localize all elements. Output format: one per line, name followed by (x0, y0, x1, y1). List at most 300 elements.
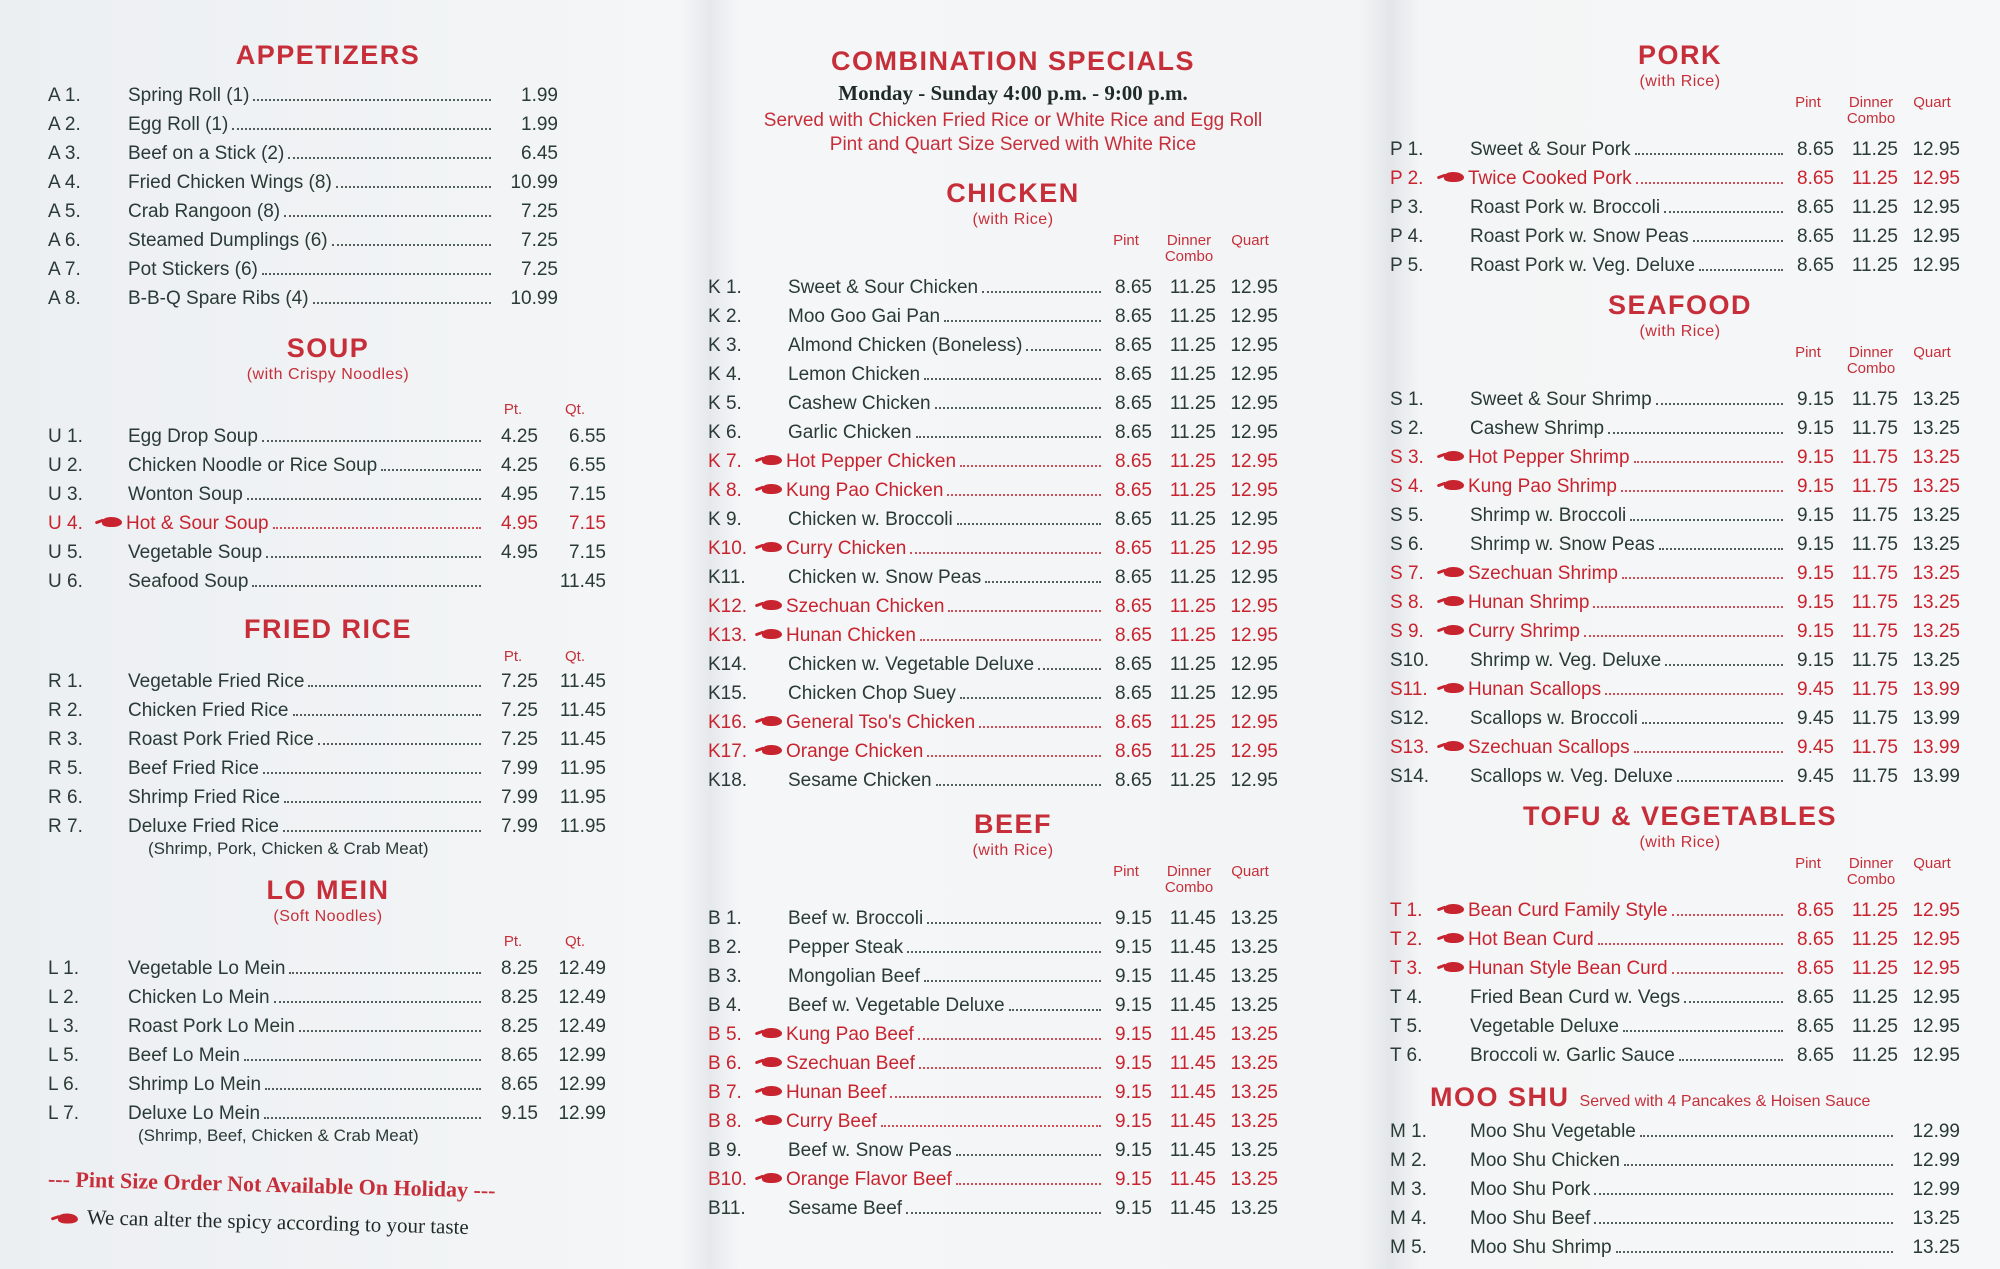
item-code: K 9. (708, 509, 742, 530)
item-name-text: Spring Roll (1) (128, 85, 250, 106)
item-code: K13. (708, 625, 748, 646)
dinner-combo-price: 11.45 (1169, 1082, 1216, 1103)
pint-price: 8.65 (1115, 596, 1152, 617)
seafood-header (1390, 345, 1970, 385)
quart-price: 11.95 (559, 816, 606, 837)
menu-item-row (708, 904, 1318, 933)
menu-item-row (708, 933, 1318, 962)
item-code: K16. (708, 712, 748, 733)
pint-price: 7.99 (501, 758, 538, 779)
quart-price: 13.25 (1912, 505, 1960, 526)
item-name-text: Szechuan Shrimp (1468, 563, 1618, 584)
dot-leader (927, 755, 1101, 757)
dot-leader (313, 302, 491, 304)
chili-pepper-icon (94, 515, 124, 529)
item-name (1434, 621, 1786, 643)
pint-price: 9.15 (1797, 534, 1834, 555)
menu-item-row (48, 139, 608, 168)
quart-price: 7.15 (569, 484, 606, 505)
dot-leader (1634, 751, 1783, 753)
dinner-combo-price: 11.25 (1851, 900, 1898, 921)
pint-price: 4.25 (501, 426, 538, 447)
item-code: L 2. (48, 987, 79, 1008)
dinner-combo-price: 11.25 (1169, 683, 1216, 704)
item-name-text: Beef w. Vegetable Deluxe (788, 995, 1005, 1016)
pint-price: 4.95 (501, 542, 538, 563)
menu-item-row (708, 447, 1318, 476)
item-name-text: Fried Chicken Wings (8) (128, 172, 332, 193)
quart-price: 13.25 (1230, 908, 1278, 929)
dot-leader (920, 639, 1101, 641)
dinner-combo-price: 11.25 (1851, 1016, 1898, 1037)
item-name (1470, 650, 1786, 672)
dot-leader (1664, 211, 1783, 213)
quart-price: 12.99 (558, 1074, 606, 1095)
pint-price: 9.15 (1115, 1082, 1152, 1103)
seafood-list (1390, 385, 1970, 791)
dinner-combo-price: 11.25 (1169, 393, 1216, 414)
menu-item-row (1390, 385, 1970, 414)
item-name (788, 393, 1104, 415)
item-name (752, 1024, 1104, 1046)
menu-item-row (708, 505, 1318, 534)
item-name (128, 1016, 484, 1038)
dinner-combo-price: 11.25 (1169, 422, 1216, 443)
pint-price: 8.65 (1797, 139, 1834, 160)
dinner-combo-price: 11.25 (1851, 139, 1898, 160)
item-name-text: Scallops w. Veg. Deluxe (1470, 766, 1673, 787)
item-name (752, 712, 1104, 734)
menu-item-row (1390, 1041, 1970, 1070)
quart-price: 12.95 (1230, 509, 1278, 530)
dot-leader (1605, 693, 1783, 695)
combination-hours: Monday - Sunday 4:00 p.m. - 9:00 p.m. (838, 81, 1188, 105)
item-code: T 1. (1390, 900, 1423, 921)
menu-item-row (708, 331, 1318, 360)
quart-header: Quart (1231, 232, 1269, 249)
item-name-text: Chicken w. Snow Peas (788, 567, 982, 588)
dot-leader (265, 1088, 481, 1090)
item-name-text: Moo Shu Chicken (1470, 1150, 1620, 1171)
dinner-combo-header: Dinner Combo (1164, 232, 1214, 265)
dinner-combo-price: 11.45 (1169, 1140, 1216, 1161)
pint-header: Pint (1113, 863, 1139, 880)
quart-price: 12.95 (1230, 770, 1278, 791)
item-name (752, 1053, 1104, 1075)
chili-pepper-icon (1436, 565, 1466, 579)
item-code: K10. (708, 538, 748, 559)
item-name-text: Hunan Beef (786, 1082, 887, 1103)
dinner-combo-price: 11.45 (1169, 1111, 1216, 1132)
chicken-header (708, 233, 1318, 273)
item-price: 12.99 (1912, 1121, 1960, 1142)
quart-price: 12.95 (1230, 683, 1278, 704)
item-price: 12.99 (1912, 1179, 1960, 1200)
item-name-text: Chicken Chop Suey (788, 683, 956, 704)
dinner-combo-price: 11.25 (1169, 480, 1216, 501)
quart-price: 13.25 (1230, 1082, 1278, 1103)
dinner-combo-price: 11.45 (1169, 966, 1216, 987)
item-name (128, 816, 484, 838)
dot-leader (919, 1067, 1101, 1069)
pint-price: 8.65 (1115, 770, 1152, 791)
tofu-title: TOFU & VEGETABLES (1522, 801, 1838, 831)
item-code: S 8. (1390, 592, 1424, 613)
item-name (1470, 1016, 1786, 1038)
dot-leader (262, 440, 481, 442)
item-name (788, 364, 1104, 386)
item-name (788, 937, 1104, 959)
quart-price: 12.49 (558, 958, 606, 979)
item-name (752, 741, 1104, 763)
dot-leader (244, 1059, 481, 1061)
dinner-combo-price: 11.25 (1169, 306, 1216, 327)
pint-price: 8.65 (1115, 625, 1152, 646)
dinner-combo-header: Dinner Combo (1846, 344, 1896, 377)
item-name-text: Seafood Soup (128, 571, 249, 592)
item-name-text: Hunan Chicken (786, 625, 916, 646)
item-code: T 4. (1390, 987, 1423, 1008)
pint-header: Pt. (503, 401, 523, 418)
dot-leader (336, 186, 491, 188)
dot-leader (1699, 269, 1783, 271)
quart-price: 13.25 (1912, 592, 1960, 613)
item-name (1470, 139, 1786, 161)
menu-item-row (708, 991, 1318, 1020)
dot-leader (318, 743, 481, 745)
pint-price: 9.15 (1115, 995, 1152, 1016)
quart-price: 13.99 (1912, 708, 1960, 729)
dot-leader (273, 527, 481, 529)
item-name (128, 455, 484, 477)
item-name-text: Szechuan Scallops (1468, 737, 1630, 758)
pint-price: 9.15 (1115, 1024, 1152, 1045)
item-code: A 4. (48, 172, 81, 193)
pint-price: 8.65 (1115, 451, 1152, 472)
pint-price: 8.65 (1115, 741, 1152, 762)
item-name-text: Chicken Lo Mein (128, 987, 270, 1008)
pint-price: 9.45 (1797, 737, 1834, 758)
item-price: 6.45 (521, 143, 558, 164)
dot-leader (1642, 722, 1783, 724)
item-name-text: Curry Beef (786, 1111, 877, 1132)
menu-item-row (1390, 414, 1970, 443)
item-name-text: Chicken w. Vegetable Deluxe (788, 654, 1035, 675)
item-code: A 1. (48, 85, 81, 106)
item-code: P 4. (1390, 226, 1424, 247)
menu-item-row (708, 708, 1318, 737)
menu-item-row (708, 1020, 1318, 1049)
item-name (788, 683, 1104, 705)
item-name (128, 671, 484, 693)
item-name (788, 306, 1104, 328)
item-code: U 5. (48, 542, 83, 563)
dinner-combo-price: 11.25 (1851, 168, 1898, 189)
quart-price: 11.95 (559, 758, 606, 779)
menu-item-row (1390, 472, 1970, 501)
menu-item-row (48, 983, 608, 1012)
item-name-text: Cashew Shrimp (1470, 418, 1605, 439)
item-code: S 1. (1390, 389, 1424, 410)
dot-leader (982, 291, 1101, 293)
menu-item-row (1390, 704, 1970, 733)
item-code: P 3. (1390, 197, 1424, 218)
dot-leader (1677, 780, 1783, 782)
item-code: U 1. (48, 426, 83, 447)
item-code: K12. (708, 596, 748, 617)
dot-leader (947, 494, 1101, 496)
item-code: K 5. (708, 393, 742, 414)
menu-item-row (708, 766, 1318, 795)
pint-price: 8.65 (1115, 567, 1152, 588)
pint-price: 9.15 (1797, 505, 1834, 526)
menu-item-row (1390, 164, 1970, 193)
item-name-text: Shrimp w. Veg. Deluxe (1470, 650, 1662, 671)
menu-item-row (708, 679, 1318, 708)
item-code: B 7. (708, 1082, 742, 1103)
pint-price: 8.65 (1797, 929, 1834, 950)
item-name (788, 654, 1104, 676)
item-code: M 5. (1390, 1237, 1427, 1258)
pint-price: 8.65 (501, 1074, 538, 1095)
item-code: R 6. (48, 787, 83, 808)
quart-price: 12.95 (1230, 364, 1278, 385)
dot-leader (906, 1212, 1101, 1214)
dinner-combo-price: 11.25 (1851, 987, 1898, 1008)
item-name (752, 625, 1104, 647)
dot-leader (381, 469, 481, 471)
item-code: U 6. (48, 571, 83, 592)
item-name-text: Vegetable Deluxe (1470, 1016, 1619, 1037)
dinner-combo-price: 11.75 (1851, 505, 1898, 526)
item-name-text: Beef on a Stick (2) (128, 143, 285, 164)
dot-leader (1594, 1193, 1893, 1195)
item-name (1434, 592, 1786, 614)
item-name-text: Crab Rangoon (8) (128, 201, 281, 222)
dinner-combo-price: 11.75 (1851, 679, 1898, 700)
item-name (128, 958, 484, 980)
item-code: T 6. (1390, 1045, 1423, 1066)
dot-leader (263, 772, 481, 774)
dot-leader (1622, 577, 1783, 579)
menu-item-row (708, 1165, 1318, 1194)
menu-item-row (708, 621, 1318, 650)
item-name (788, 908, 1104, 930)
pint-price: 8.65 (1115, 422, 1152, 443)
item-code: K15. (708, 683, 748, 704)
fried-rice-note: (Shrimp, Pork, Chicken & Crab Meat) (148, 839, 429, 858)
pint-price: 9.15 (1797, 592, 1834, 613)
lo-mein-header (48, 930, 608, 954)
dot-leader (283, 830, 481, 832)
item-name-text: Roast Pork w. Broccoli (1470, 197, 1661, 218)
item-name (1470, 534, 1786, 556)
item-name (752, 480, 1104, 502)
item-name (1434, 168, 1786, 190)
item-name-text: Sweet & Sour Chicken (788, 277, 979, 298)
item-code: S 6. (1390, 534, 1424, 555)
quart-price: 13.25 (1230, 1053, 1278, 1074)
item-name (752, 1169, 1104, 1191)
item-name (128, 700, 484, 722)
menu-item-row (1390, 1012, 1970, 1041)
item-name (128, 1074, 484, 1096)
chili-pepper-icon (1436, 478, 1466, 492)
item-code: U 4. (48, 513, 83, 534)
item-code: A 8. (48, 288, 81, 309)
menu-item-row (1390, 617, 1970, 646)
item-name-text: Moo Goo Gai Pan (788, 306, 941, 327)
pint-price: 8.25 (501, 1016, 538, 1037)
item-name-text: Twice Cooked Pork (1468, 168, 1632, 189)
quart-price: 6.55 (569, 455, 606, 476)
item-name-text: Roast Pork w. Snow Peas (1470, 226, 1689, 247)
chicken-title: CHICKEN (946, 178, 1080, 208)
item-name-text: Roast Pork w. Veg. Deluxe (1470, 255, 1695, 276)
dot-leader (935, 407, 1101, 409)
item-price: 1.99 (521, 85, 558, 106)
item-name-text: Curry Chicken (786, 538, 907, 559)
item-name-text: Vegetable Lo Mein (128, 958, 286, 979)
dot-leader (1038, 668, 1101, 670)
dot-leader (274, 1001, 481, 1003)
item-name (1434, 958, 1786, 980)
quart-price: 13.25 (1230, 1024, 1278, 1045)
dot-leader (979, 726, 1101, 728)
menu-item-row (1390, 443, 1970, 472)
pint-header: Pint (1113, 232, 1139, 249)
chili-pepper-icon (1436, 170, 1466, 184)
item-price: 7.25 (521, 230, 558, 251)
item-code: R 5. (48, 758, 83, 779)
quart-header: Qt. (564, 933, 585, 950)
dinner-combo-price: 11.75 (1851, 534, 1898, 555)
menu-item-row (48, 1012, 608, 1041)
menu-item-row (48, 567, 608, 596)
beef-header (708, 864, 1318, 904)
pint-price: 4.25 (501, 455, 538, 476)
dot-leader (232, 128, 491, 130)
dot-leader (1640, 1135, 1893, 1137)
item-name-text: Pot Stickers (6) (128, 259, 258, 280)
item-price: 13.25 (1912, 1237, 1960, 1258)
item-code: S 9. (1390, 621, 1424, 642)
dinner-combo-price: 11.25 (1169, 654, 1216, 675)
chili-pepper-icon (754, 598, 784, 612)
item-name-text: Hot Bean Curd (1468, 929, 1594, 950)
item-name (1434, 929, 1786, 951)
dot-leader (1630, 519, 1783, 521)
item-name-text: Chicken Fried Rice (128, 700, 289, 721)
dinner-combo-price: 11.75 (1851, 650, 1898, 671)
dot-leader (1672, 914, 1783, 916)
quart-price: 12.95 (1912, 929, 1960, 950)
dinner-combo-price: 11.25 (1169, 538, 1216, 559)
menu-item-row (48, 451, 608, 480)
item-name-text: Vegetable Soup (128, 542, 263, 563)
pint-price: 9.45 (1797, 708, 1834, 729)
quart-price: 12.95 (1230, 393, 1278, 414)
dot-leader (332, 244, 491, 246)
dinner-combo-price: 11.25 (1169, 277, 1216, 298)
pint-price: 8.25 (501, 958, 538, 979)
menu-item-row (48, 754, 608, 783)
item-name (128, 542, 484, 564)
dot-leader (308, 685, 481, 687)
item-name (1434, 737, 1786, 759)
dot-leader (253, 99, 491, 101)
dinner-combo-price: 11.25 (1851, 255, 1898, 276)
item-price: 7.25 (521, 259, 558, 280)
item-name-text: Roast Pork Fried Rice (128, 729, 314, 750)
pint-price: 7.25 (501, 700, 538, 721)
quart-price: 13.99 (1912, 679, 1960, 700)
item-name (788, 770, 1104, 792)
dot-leader (1621, 490, 1783, 492)
item-code: L 6. (48, 1074, 79, 1095)
item-name-text: Mongolian Beef (788, 966, 921, 987)
item-name-text: Chicken w. Broccoli (788, 509, 953, 530)
pint-price: 8.65 (1115, 683, 1152, 704)
chili-pepper-icon (754, 627, 784, 641)
item-name (128, 1045, 484, 1067)
item-name-text: Fried Bean Curd w. Vegs (1470, 987, 1681, 1008)
item-name (128, 571, 484, 593)
dinner-combo-price: 11.45 (1169, 937, 1216, 958)
dinner-combo-price: 11.25 (1169, 567, 1216, 588)
dinner-combo-price: 11.75 (1851, 476, 1898, 497)
quart-price: 12.95 (1912, 139, 1960, 160)
dot-leader (293, 714, 482, 716)
chili-pepper-icon (754, 714, 784, 728)
quart-price: 12.95 (1912, 958, 1960, 979)
pint-price: 9.15 (1115, 937, 1152, 958)
item-code: K 4. (708, 364, 742, 385)
menu-item-row (1390, 954, 1970, 983)
lo-mein-title: LO MEIN (266, 875, 390, 905)
lo-mein-subtitle: (Soft Noodles) (273, 908, 383, 925)
dinner-combo-price: 11.75 (1851, 766, 1898, 787)
chili-pepper-icon (754, 1171, 784, 1185)
quart-price: 12.99 (558, 1103, 606, 1124)
item-code: A 7. (48, 259, 81, 280)
soup-title: SOUP (286, 333, 370, 363)
item-name (788, 277, 1104, 299)
dot-leader (252, 585, 481, 587)
item-price: 1.99 (521, 114, 558, 135)
menu-item-row (708, 737, 1318, 766)
item-name-text: Lemon Chicken (788, 364, 921, 385)
menu-item-row (1390, 983, 1970, 1012)
item-name (128, 230, 494, 252)
item-code: K 2. (708, 306, 742, 327)
pint-price: 9.15 (1797, 418, 1834, 439)
dot-leader (916, 436, 1101, 438)
fried-rice-list (48, 667, 608, 841)
lo-mein-list (48, 954, 608, 1128)
quart-header: Quart (1913, 94, 1951, 111)
dot-leader (266, 556, 481, 558)
quart-price: 12.95 (1912, 255, 1960, 276)
pint-price: 9.45 (1797, 679, 1834, 700)
quart-price: 13.25 (1230, 966, 1278, 987)
menu-item-row (48, 1041, 608, 1070)
quart-price: 13.25 (1912, 389, 1960, 410)
pint-price: 7.99 (501, 787, 538, 808)
item-code: S 4. (1390, 476, 1424, 497)
dot-leader (1693, 240, 1783, 242)
item-name-text: Curry Shrimp (1468, 621, 1580, 642)
